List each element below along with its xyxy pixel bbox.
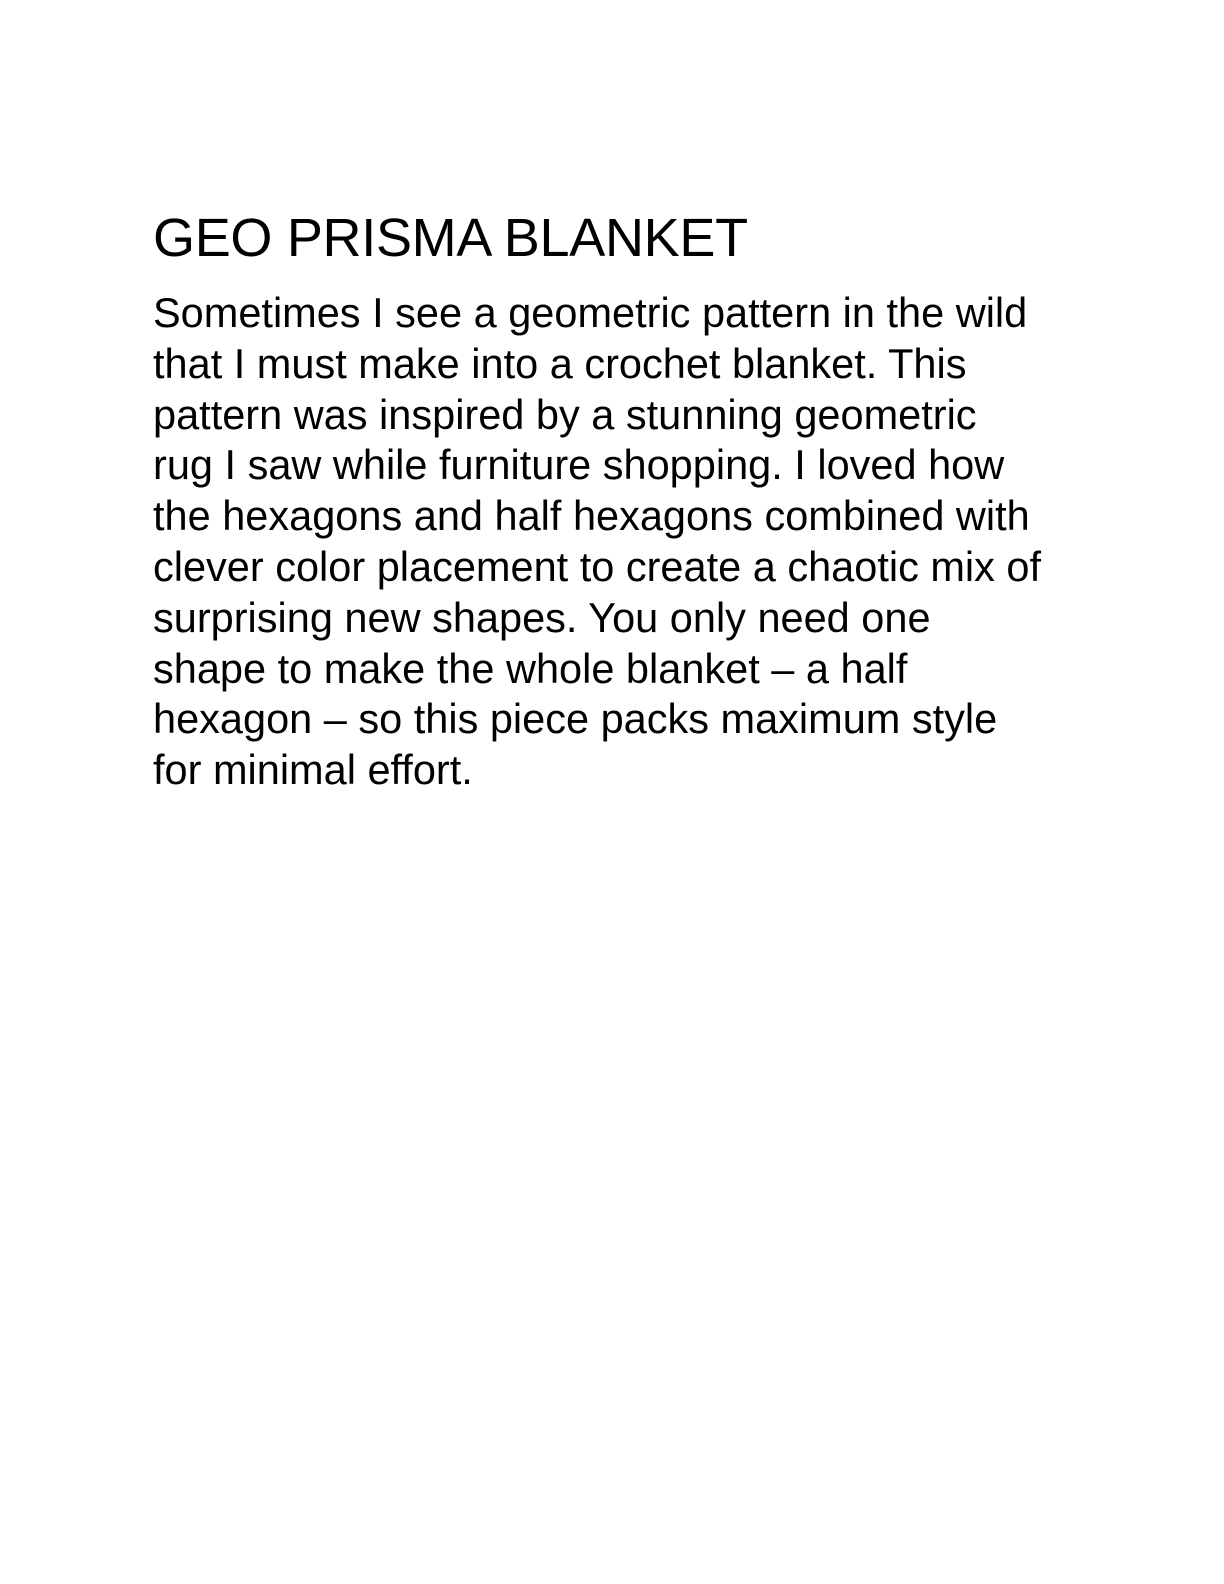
paragraph-line: for minimal effort. <box>153 746 473 794</box>
paragraph-line: clever color placement to create a chaotic mix of <box>153 542 1042 590</box>
paragraph-line: Sometimes I see a geometric pattern in the wild <box>153 289 1028 336</box>
paragraph-line: hexagon – so this piece packs maximum style <box>153 695 998 743</box>
paragraph-line: surprising new shapes. You only need one <box>153 593 931 641</box>
paragraph-line: shape to make the whole blanket – a half <box>153 644 908 692</box>
page-title: GEO PRISMA BLANKET <box>153 208 748 268</box>
paragraph-line: pattern was inspired by a stunning geometric <box>153 390 977 438</box>
paragraph-line: rug I saw while furniture shopping. I loved how <box>153 441 1005 489</box>
document-content <box>153 205 1073 796</box>
paragraph-line: that I must make into a crochet blanket. This <box>153 339 967 387</box>
paragraph-line: the hexagons and half hexagons combined with <box>153 492 1030 540</box>
intro-paragraph <box>153 288 1073 796</box>
